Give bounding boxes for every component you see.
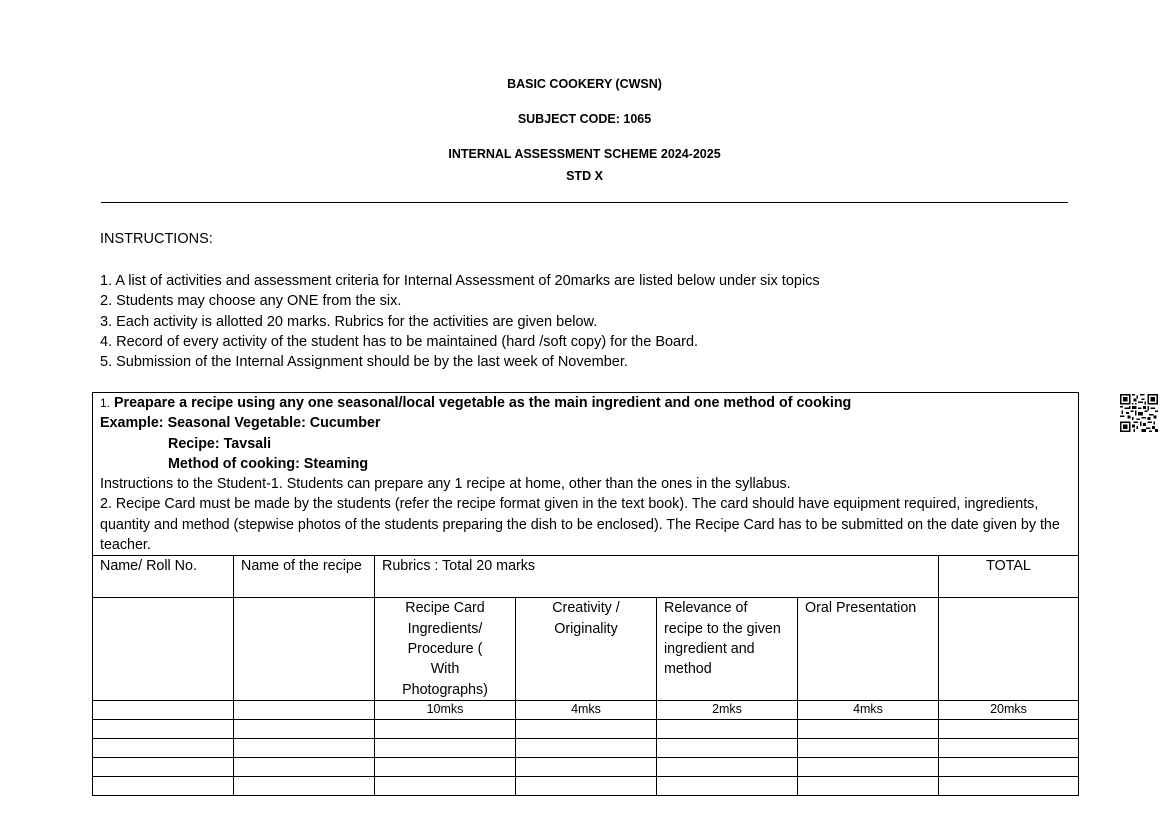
activity-heading bbox=[100, 393, 1071, 413]
assessment-table bbox=[92, 392, 1079, 796]
table-cell bbox=[939, 598, 1079, 700]
student-instruction-1: Instructions to the Student-1. Students can prepare any 1 recipe at home, other than the ones in the syllabus. bbox=[100, 476, 791, 493]
table-cell bbox=[93, 700, 234, 719]
example-vegetable: Seasonal Vegetable: Cucumber bbox=[167, 415, 381, 432]
activity-title: Preapare a recipe using any one seasonal/local vegetable as the main ingredient and one method of cooking bbox=[114, 395, 852, 411]
instruction-item: 4. Record of every activity of the student has to be maintained (hard /soft copy) for the Board. bbox=[100, 333, 699, 350]
table-cell bbox=[234, 700, 375, 719]
criterion-oral-presentation: Oral Presentation bbox=[798, 598, 939, 700]
column-name-roll: Name/ Roll No. bbox=[93, 556, 234, 598]
table-row bbox=[93, 776, 1079, 795]
standard-label: STD X bbox=[566, 169, 603, 183]
marks-creativity: 4mks bbox=[516, 700, 657, 719]
qr-code-icon bbox=[1120, 394, 1158, 432]
example-recipe: Recipe: Tavsali bbox=[168, 435, 272, 452]
table-row bbox=[93, 757, 1079, 776]
instructions-title: INSTRUCTIONS: bbox=[100, 231, 213, 247]
marks-recipe-card: 10mks bbox=[375, 700, 516, 719]
instruction-item: 1. A list of activities and assessment criteria for Internal Assessment of 20marks are listed below under six topics bbox=[100, 273, 820, 289]
marks-total: 20mks bbox=[939, 700, 1079, 719]
criterion-recipe-card: Recipe Card Ingredients/ Procedure ( With Photographs) bbox=[375, 598, 516, 700]
activity-description bbox=[93, 393, 1079, 556]
example-method: Method of cooking: Steaming bbox=[168, 455, 369, 472]
instruction-item: 3. Each activity is allotted 20 marks. Rubrics for the activities are given below. bbox=[100, 313, 598, 330]
marks-oral-presentation: 4mks bbox=[798, 700, 939, 719]
criterion-relevance: Relevance of recipe to the given ingredient and method bbox=[657, 598, 798, 700]
subject-code: SUBJECT CODE: 1065 bbox=[517, 112, 652, 126]
table-cell bbox=[234, 598, 375, 700]
table-row bbox=[93, 738, 1079, 757]
table-cell bbox=[93, 598, 234, 700]
instruction-item: 5. Submission of the Internal Assignment should be by the last week of November. bbox=[100, 354, 628, 371]
column-total: TOTAL bbox=[939, 556, 1079, 598]
example-line bbox=[100, 413, 1071, 433]
table-row bbox=[93, 719, 1079, 738]
column-rubrics: Rubrics : Total 20 marks bbox=[375, 556, 939, 598]
instruction-item: 2. Students may choose any ONE from the six. bbox=[100, 293, 402, 310]
criterion-creativity: Creativity / Originality bbox=[516, 598, 657, 700]
marks-relevance: 2mks bbox=[657, 700, 798, 719]
document-title: BASIC COOKERY (CWSN) bbox=[507, 77, 662, 91]
assessment-scheme: INTERNAL ASSESSMENT SCHEME 2024-2025 bbox=[448, 147, 721, 161]
student-instruction-2: 2. Recipe Card must be made by the students (refer the recipe format given in the text book). The card should have equipment required, ingredients, quantity and method (stepwise photos of the students preparing the dish to be enclosed). The Recipe Card has to be submitted on the date given by the teacher. bbox=[100, 496, 1060, 554]
example-label: Example: bbox=[100, 415, 164, 432]
column-recipe-name: Name of the recipe bbox=[234, 556, 375, 598]
header-divider bbox=[101, 202, 1068, 203]
activity-number: 1. bbox=[100, 396, 111, 410]
instructions-list bbox=[100, 271, 820, 372]
